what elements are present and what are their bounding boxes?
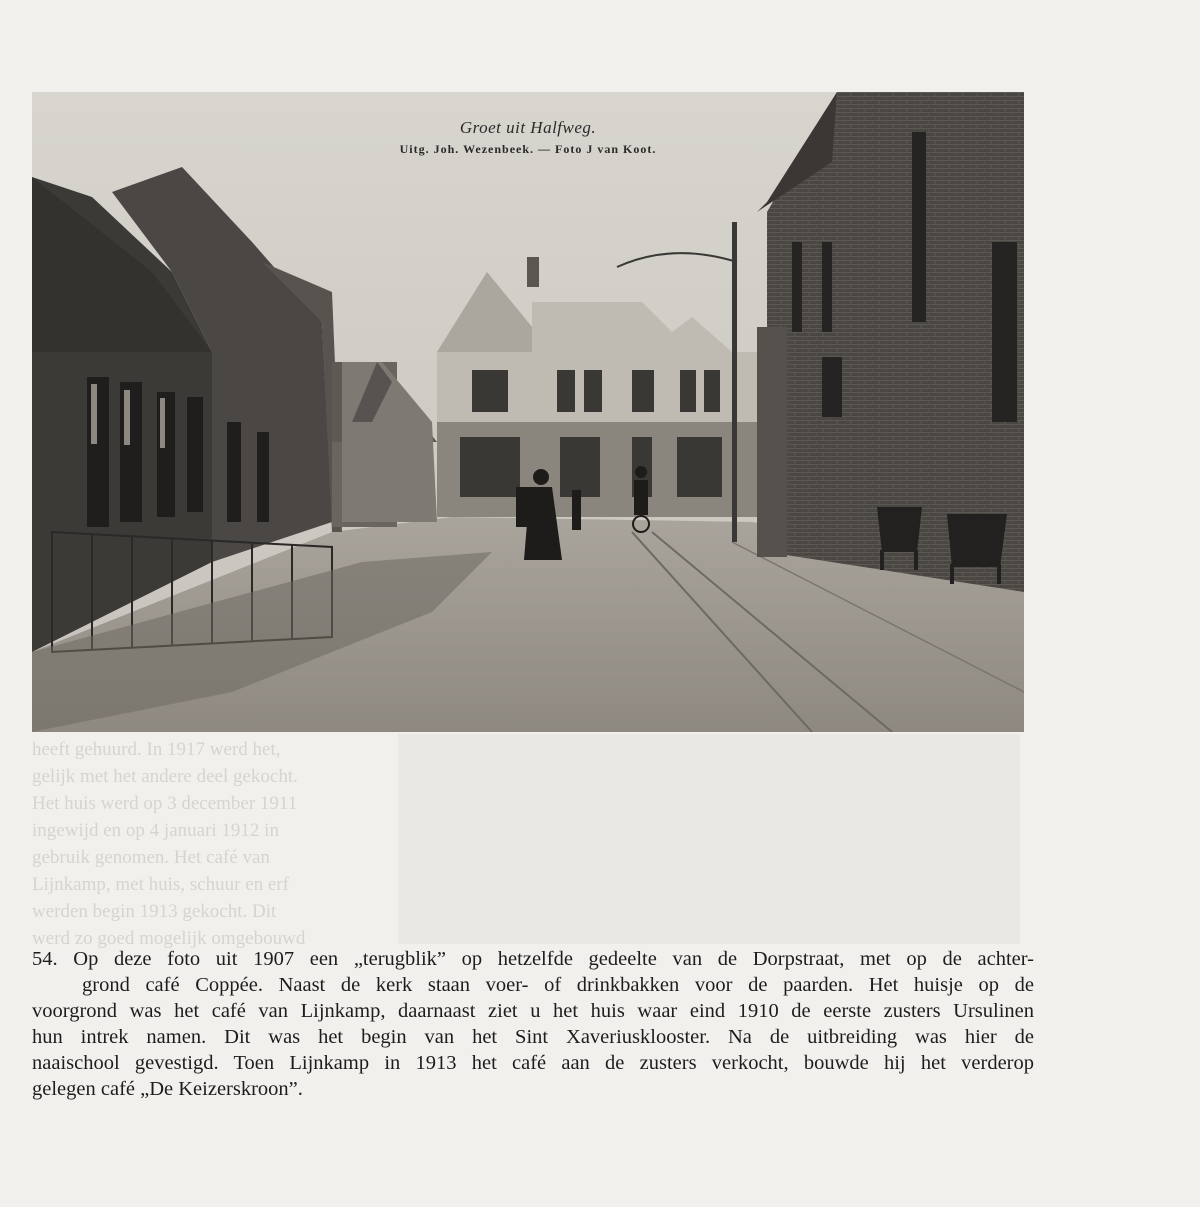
show-through-line: gelijk met het andere deel gekocht. — [32, 766, 298, 787]
show-through-line: ingewijd en op 4 januari 1912 in — [32, 820, 279, 841]
show-through-line: werden begin 1913 gekocht. Dit — [32, 901, 277, 922]
caption-line: grond café Coppée. Naast de kerk staan voer- of drinkbakken voor de paarden. Het huisje op de — [82, 974, 1034, 996]
caption-line: 54. Op deze foto uit 1907 een „terugblik” op hetzelfde gedeelte van de Dorpstraat, met op de achter- — [32, 948, 1034, 970]
show-through-text — [32, 736, 372, 952]
postcard-title: Groet uit Halfweg. — [459, 118, 597, 137]
caption-line: hun intrek namen. Dit was het begin van het Sint Xaveriusklooster. Na de uitbreiding was hier de — [32, 1026, 1034, 1048]
street-scene-illustration — [32, 92, 1024, 732]
photo-caption — [32, 946, 1034, 1102]
postcard-credit: Uitg. Joh. Wezenbeek. — Foto J van Koot. — [399, 142, 657, 156]
caption-line: voorgrond was het café van Lijnkamp, daarnaast ziet u het huis waar eind 1910 de eerste zusters Ursulinen — [32, 1000, 1034, 1022]
show-through-line: heeft gehuurd. In 1917 werd het, — [32, 739, 281, 760]
caption-line: gelegen café „De Keizerskroon”. — [32, 1078, 303, 1100]
show-through-line: Lijnkamp, met huis, schuur en erf — [32, 874, 289, 895]
faded-photo-area — [398, 734, 1020, 944]
show-through-line: gebruik genomen. Het café van — [32, 847, 270, 868]
historic-street-photo — [32, 92, 1024, 732]
show-through-line: werd zo goed mogelijk omgebouwd — [32, 928, 306, 949]
caption-line: naaischool gevestigd. Toen Lijnkamp in 1913 het café aan de zusters verkocht, bouwde hij het verderop — [32, 1052, 1034, 1074]
show-through-line: Het huis werd op 3 december 1911 — [32, 793, 298, 814]
